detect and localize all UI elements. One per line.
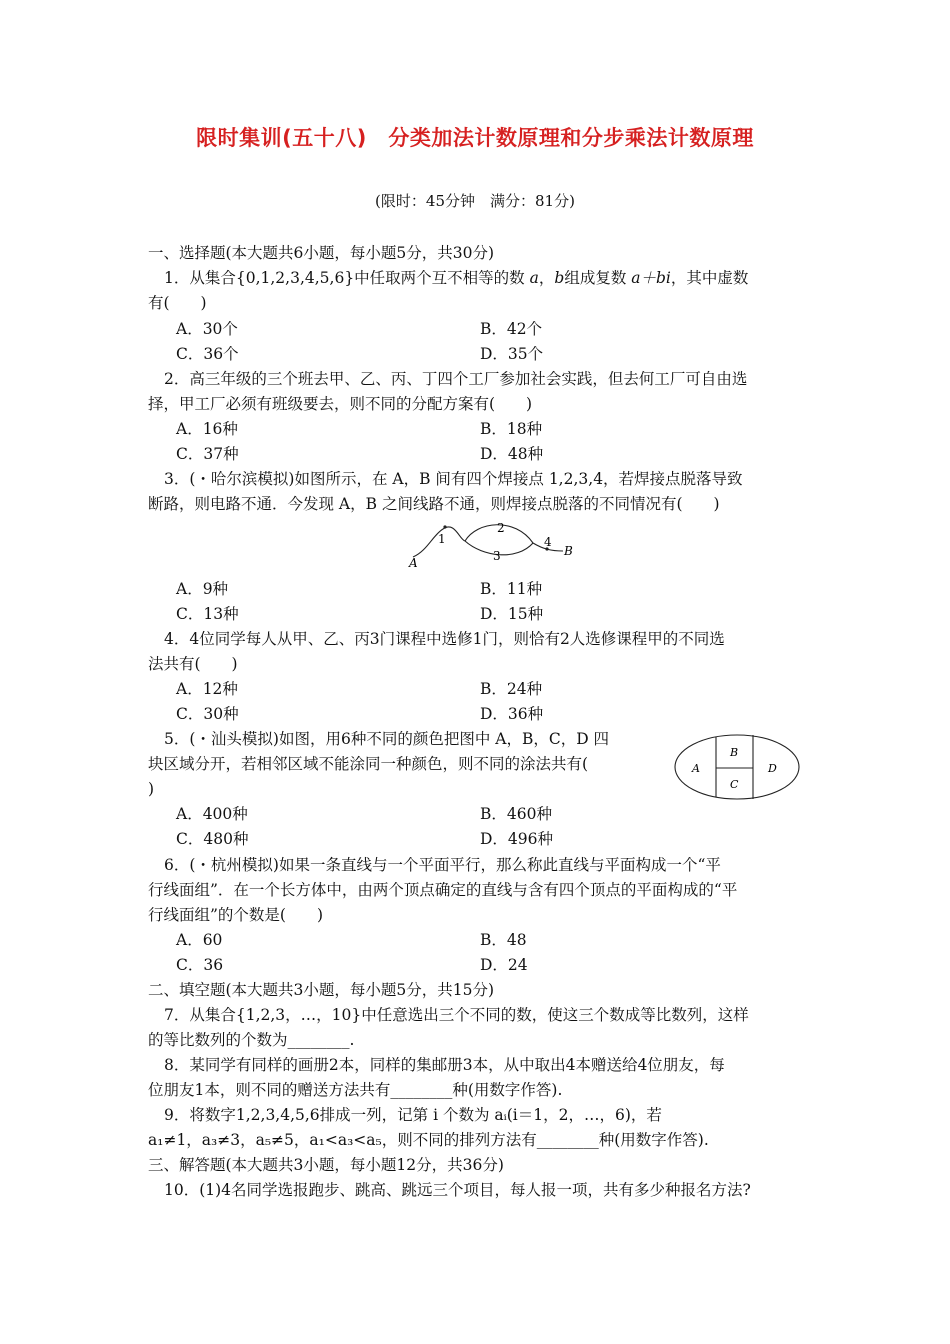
q3-option-d: D．15种 xyxy=(480,605,544,623)
joint-label-3: 3 xyxy=(493,549,501,563)
q8-line1: 8．某同学有同样的画册2本，同样的集邮册3本，从中取出4本赠送给4位朋友，每 xyxy=(164,1056,725,1074)
q3-line1: 3．(・哈尔滨模拟)如图所示，在 A，B 间有四个焊接点 1,2,3,4，若焊接点脱落导致 xyxy=(164,470,743,488)
q5-option-a: A．400种 xyxy=(176,805,248,823)
q6-line3: 行线面组”的个数是( ) xyxy=(148,906,324,924)
q4-option-a: A．12种 xyxy=(176,680,238,698)
time-limit-note: (限时：45分钟 满分：81分) xyxy=(375,192,575,210)
q1-line1: 1．从集合{0,1,2,3,4,5,6}中任取两个互不相等的数 a，b组成复数 a＋bi，其中虚数 xyxy=(164,269,749,287)
q6-option-a: A．60 xyxy=(176,931,223,949)
q5-option-c: C．480种 xyxy=(176,830,249,848)
q6-line2: 行线面组”．在一个长方体中，由两个顶点确定的直线与含有四个顶点的平面构成的“平 xyxy=(148,881,738,899)
q5-line1: 5．(・汕头模拟)如图，用6种不同的颜色把图中 A，B，C，D 四 xyxy=(164,730,610,748)
q6-option-b: B．48 xyxy=(480,931,527,949)
q5-option-d: D．496种 xyxy=(480,830,554,848)
q5-line3: ) xyxy=(148,780,155,798)
joint-label-2: 2 xyxy=(497,521,505,535)
q4-line1: 4．4位同学每人从甲、乙、丙3门课程中选修1门，则恰有2人选修课程甲的不同选 xyxy=(164,630,725,648)
page-title: 限时集训(五十八) 分类加法计数原理和分步乘法计数原理 xyxy=(196,126,754,150)
q3-option-b: B．11种 xyxy=(480,580,543,598)
q2-option-c: C．37种 xyxy=(176,445,239,463)
q4-line2: 法共有( ) xyxy=(148,655,238,673)
region-diagram xyxy=(672,730,802,802)
joint-1-dot xyxy=(443,525,446,528)
q9-line1: 9．将数字1,2,3,4,5,6排成一列，记第 i 个数为 aᵢ(i＝1，2，…，6)，若 xyxy=(164,1106,662,1124)
section-heading-choice: 一、选择题(本大题共6小题，每小题5分，共30分) xyxy=(148,244,495,262)
q1-option-d: D．35个 xyxy=(480,345,544,363)
q2-option-b: B．18种 xyxy=(480,420,543,438)
q3-line2: 断路，则电路不通．今发现 A，B 之间线路不通，则焊接点脱落的不同情况有( ) xyxy=(148,495,720,513)
q2-option-d: D．48种 xyxy=(480,445,544,463)
section-heading-solve: 三、解答题(本大题共3小题，每小题12分，共36分) xyxy=(148,1156,504,1174)
q7-line1: 7．从集合{1,2,3，…，10}中任意选出三个不同的数，使这三个数成等比数列，这样 xyxy=(164,1006,749,1024)
circuit-label-b: B xyxy=(564,544,573,558)
q2-line1: 2．高三年级的三个班去甲、乙、丙、丁四个工厂参加社会实践，但去何工厂可自由选 xyxy=(164,370,748,388)
q8-line2: 位朋友1本，则不同的赠送方法共有________种(用数字作答). xyxy=(148,1081,563,1099)
q1-option-a: A．30个 xyxy=(176,320,238,338)
q1-option-b: B．42个 xyxy=(480,320,543,338)
circuit-diagram xyxy=(405,515,580,570)
joint-label-1: 1 xyxy=(438,532,446,546)
q5-line2: 块区域分开，若相邻区域不能涂同一种颜色，则不同的涂法共有( xyxy=(148,755,589,773)
q1-option-c: C．36个 xyxy=(176,345,239,363)
q6-option-c: C．36 xyxy=(176,956,224,974)
region-label-c: C xyxy=(730,778,739,791)
q4-option-d: D．36种 xyxy=(480,705,544,723)
region-label-a: A xyxy=(692,762,700,775)
q2-line2: 择，甲工厂必须有班级要去，则不同的分配方案有( ) xyxy=(148,395,533,413)
region-label-d: D xyxy=(768,762,777,775)
q3-option-a: A．9种 xyxy=(176,580,229,598)
q6-line1: 6．(・杭州模拟)如果一条直线与一个平面平行，那么称此直线与平面构成一个“平 xyxy=(164,856,721,874)
q9-line2: a₁≠1，a₃≠3，a₅≠5，a₁<a₃<a₅，则不同的排列方法有________种(用数字作答). xyxy=(148,1131,709,1149)
joint-label-4: 4 xyxy=(544,535,552,549)
q3-option-c: C．13种 xyxy=(176,605,239,623)
q4-option-c: C．30种 xyxy=(176,705,239,723)
circuit-label-a: A xyxy=(409,556,418,570)
q1-line2: 有( ) xyxy=(148,294,207,312)
q4-option-b: B．24种 xyxy=(480,680,543,698)
section-heading-fill: 二、填空题(本大题共3小题，每小题5分，共15分) xyxy=(148,981,495,999)
q6-option-d: D．24 xyxy=(480,956,528,974)
q5-option-b: B．460种 xyxy=(480,805,552,823)
q10-line1: 10．(1)4名同学选报跑步、跳高、跳远三个项目，每人报一项，共有多少种报名方法? xyxy=(164,1181,751,1199)
q2-option-a: A．16种 xyxy=(176,420,238,438)
region-label-b: B xyxy=(730,746,739,759)
q7-line2: 的等比数列的个数为________. xyxy=(148,1031,355,1049)
